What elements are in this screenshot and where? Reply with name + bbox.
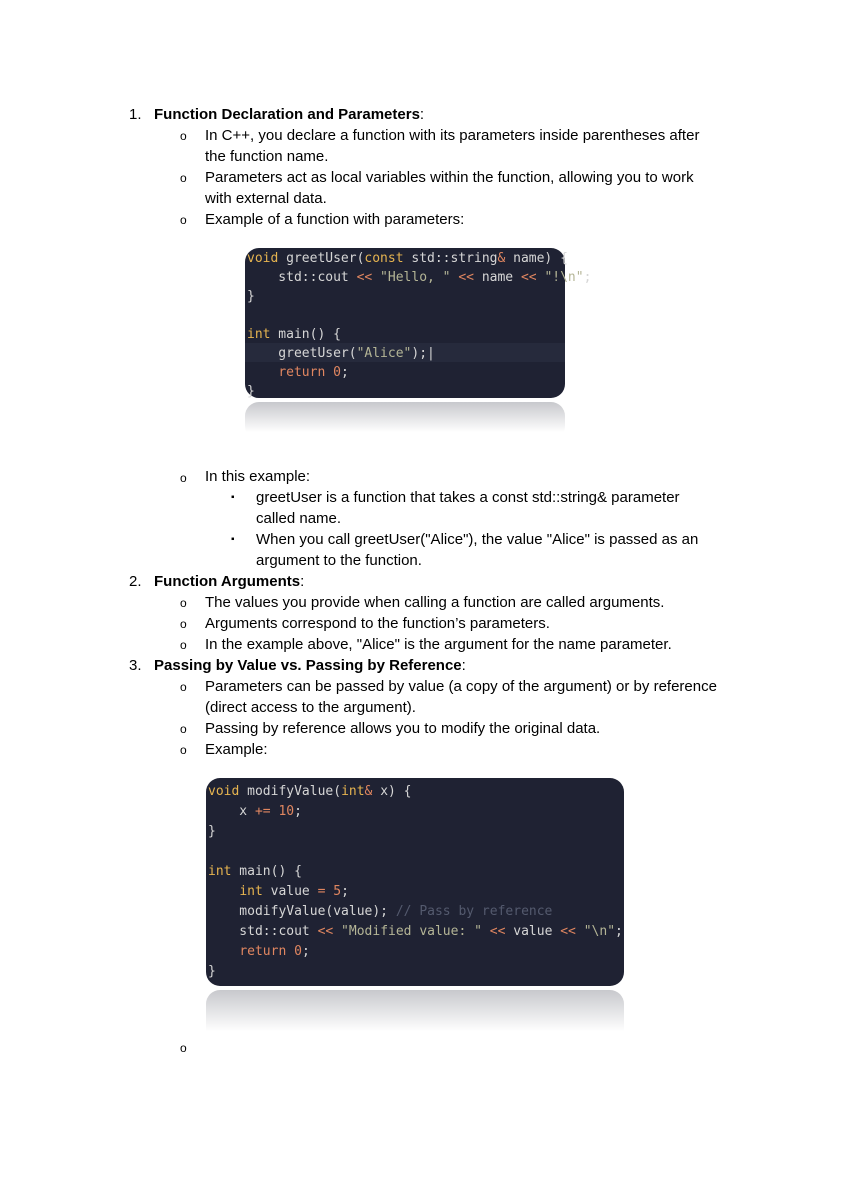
code-token: ; — [340, 365, 349, 380]
code-token: greetUser( — [278, 251, 365, 266]
code-token: += — [254, 804, 271, 819]
list-item-text: In this example: — [205, 468, 311, 485]
bullet-icon: o — [180, 638, 187, 652]
list-item-text: Parameters act as local variables within the function, allowing you to work — [205, 169, 694, 186]
code-line — [208, 902, 552, 921]
code-token: = — [317, 884, 326, 899]
code-token: 0 — [333, 365, 341, 380]
code-token: ; — [301, 944, 310, 959]
bullet-icon: o — [180, 129, 187, 143]
list-item-text: Example: — [205, 741, 268, 758]
sub-bullet-icon: ▪ — [231, 534, 235, 545]
code-token: void — [247, 251, 279, 266]
code-token: name — [474, 270, 521, 285]
list-item-text: In C++, you declare a function with its parameters inside parentheses after — [205, 127, 700, 144]
section-title-text: Function Arguments — [154, 573, 301, 590]
title-colon: : — [419, 106, 425, 123]
code-token: std::cout — [208, 924, 318, 939]
code-token: main() { — [270, 327, 341, 342]
code-token: "Modified value: " — [333, 924, 482, 939]
section-title-text: Function Declaration and Parameters — [154, 106, 420, 123]
code-reflection — [206, 990, 624, 1042]
code-line — [208, 862, 302, 881]
bullet-icon: o — [180, 743, 187, 757]
code-token: x) { — [372, 784, 412, 799]
code-line — [208, 802, 302, 821]
code-line — [247, 325, 341, 344]
code-line — [208, 922, 623, 941]
code-token: ; — [583, 270, 592, 285]
sub-list-item-text: argument to the function. — [256, 552, 422, 569]
bullet-icon: o — [180, 617, 187, 631]
code-line — [247, 249, 568, 268]
list-item-text: with external data. — [205, 190, 327, 207]
code-token: & — [364, 784, 373, 799]
section-number: 3. — [129, 657, 142, 674]
code-token: << — [317, 924, 334, 939]
code-token: } — [247, 384, 255, 399]
code-token: modifyValue(value); — [208, 904, 396, 919]
code-token — [247, 365, 278, 380]
code-token: ; — [294, 804, 302, 819]
code-line — [247, 382, 255, 401]
code-token: "\n" — [575, 924, 616, 939]
code-token: } — [208, 964, 216, 979]
code-token — [286, 944, 294, 959]
code-token — [208, 944, 239, 959]
section-number: 2. — [129, 573, 142, 590]
code-token: << — [356, 270, 373, 285]
list-item-text: In the example above, "Alice" is the argument for the name parameter. — [205, 636, 672, 653]
list-item-text: the function name. — [205, 148, 329, 165]
code-token: "!\n" — [536, 270, 584, 285]
code-token: const — [364, 251, 404, 266]
list-item-text: Arguments correspond to the function’s parameters. — [205, 615, 550, 632]
code-token: } — [208, 824, 216, 839]
code-token: << — [560, 924, 576, 939]
code-token: << — [520, 270, 537, 285]
code-line — [247, 344, 435, 363]
section-number: 1. — [129, 106, 142, 123]
code-line — [247, 363, 349, 382]
title-colon: : — [461, 657, 466, 674]
code-token: int — [247, 327, 271, 342]
code-token: << — [489, 924, 506, 939]
code-token: int — [239, 884, 263, 899]
sub-list-item-text: When you call greetUser("Alice"), the value "Alice" is passed as an — [256, 531, 699, 548]
code-token: );| — [411, 346, 435, 361]
code-token: value — [262, 884, 318, 899]
section-title — [154, 104, 424, 125]
title-colon: : — [300, 573, 305, 590]
sub-list-item-text: called name. — [256, 510, 342, 527]
code-token: << — [458, 270, 474, 285]
code-line — [247, 287, 255, 306]
code-token: "Hello, " — [372, 270, 451, 285]
code-token: & — [497, 251, 506, 266]
code-token: void — [208, 784, 240, 799]
code-token: } — [247, 289, 255, 304]
code-token: 5 — [333, 884, 342, 899]
code-token: value — [505, 924, 561, 939]
list-item-text: The values you provide when calling a function are called arguments. — [205, 594, 665, 611]
bullet-icon: o — [180, 1041, 187, 1055]
code-token: 0 — [294, 944, 302, 959]
code-token: "Alice" — [356, 346, 412, 361]
code-token: std::cout — [247, 270, 357, 285]
bullet-icon: o — [180, 471, 187, 485]
code-token: return — [278, 365, 326, 380]
code-block-greet-user — [245, 248, 592, 399]
list-item-text: Passing by reference allows you to modify the original data. — [205, 720, 601, 737]
list-item-text: (direct access to the argument). — [205, 699, 416, 716]
code-token: ; — [615, 924, 623, 939]
bullet-icon: o — [180, 596, 187, 610]
code-line — [208, 882, 349, 901]
code-token: int — [341, 784, 365, 799]
sub-bullet-icon: ▪ — [231, 492, 235, 503]
section-title-text: Passing by Value vs. Passing by Reference — [154, 657, 462, 674]
bullet-icon: o — [180, 722, 187, 736]
list-item-text: Parameters can be passed by value (a copy of the argument) or by reference — [205, 678, 717, 695]
code-token: greetUser( — [247, 346, 357, 361]
code-token: name) { — [505, 251, 568, 266]
code-block-modify-value — [206, 778, 624, 986]
code-token: modifyValue( — [239, 784, 342, 799]
section-title — [154, 655, 466, 676]
code-token: x — [208, 804, 255, 819]
code-token: ; — [341, 884, 349, 899]
bullet-icon: o — [180, 680, 187, 694]
code-token: main() { — [231, 864, 302, 879]
code-token — [208, 884, 239, 899]
section-title — [154, 571, 304, 592]
code-line — [208, 942, 310, 961]
code-token: 10 — [278, 804, 295, 819]
code-reflection — [245, 402, 565, 440]
code-token: std::string — [403, 251, 498, 266]
bullet-icon: o — [180, 213, 187, 227]
bullet-icon: o — [180, 171, 187, 185]
code-line — [208, 962, 216, 981]
code-token: int — [208, 864, 232, 879]
sub-list-item-text: greetUser is a function that takes a const std::string& parameter — [256, 489, 680, 506]
code-line — [247, 268, 591, 287]
code-token: // Pass by reference — [395, 904, 553, 919]
code-token — [325, 365, 333, 380]
code-line — [208, 822, 216, 841]
list-item-text: Example of a function with parameters: — [205, 211, 465, 228]
code-line — [208, 782, 412, 801]
code-token — [482, 924, 490, 939]
code-token: return — [239, 944, 287, 959]
